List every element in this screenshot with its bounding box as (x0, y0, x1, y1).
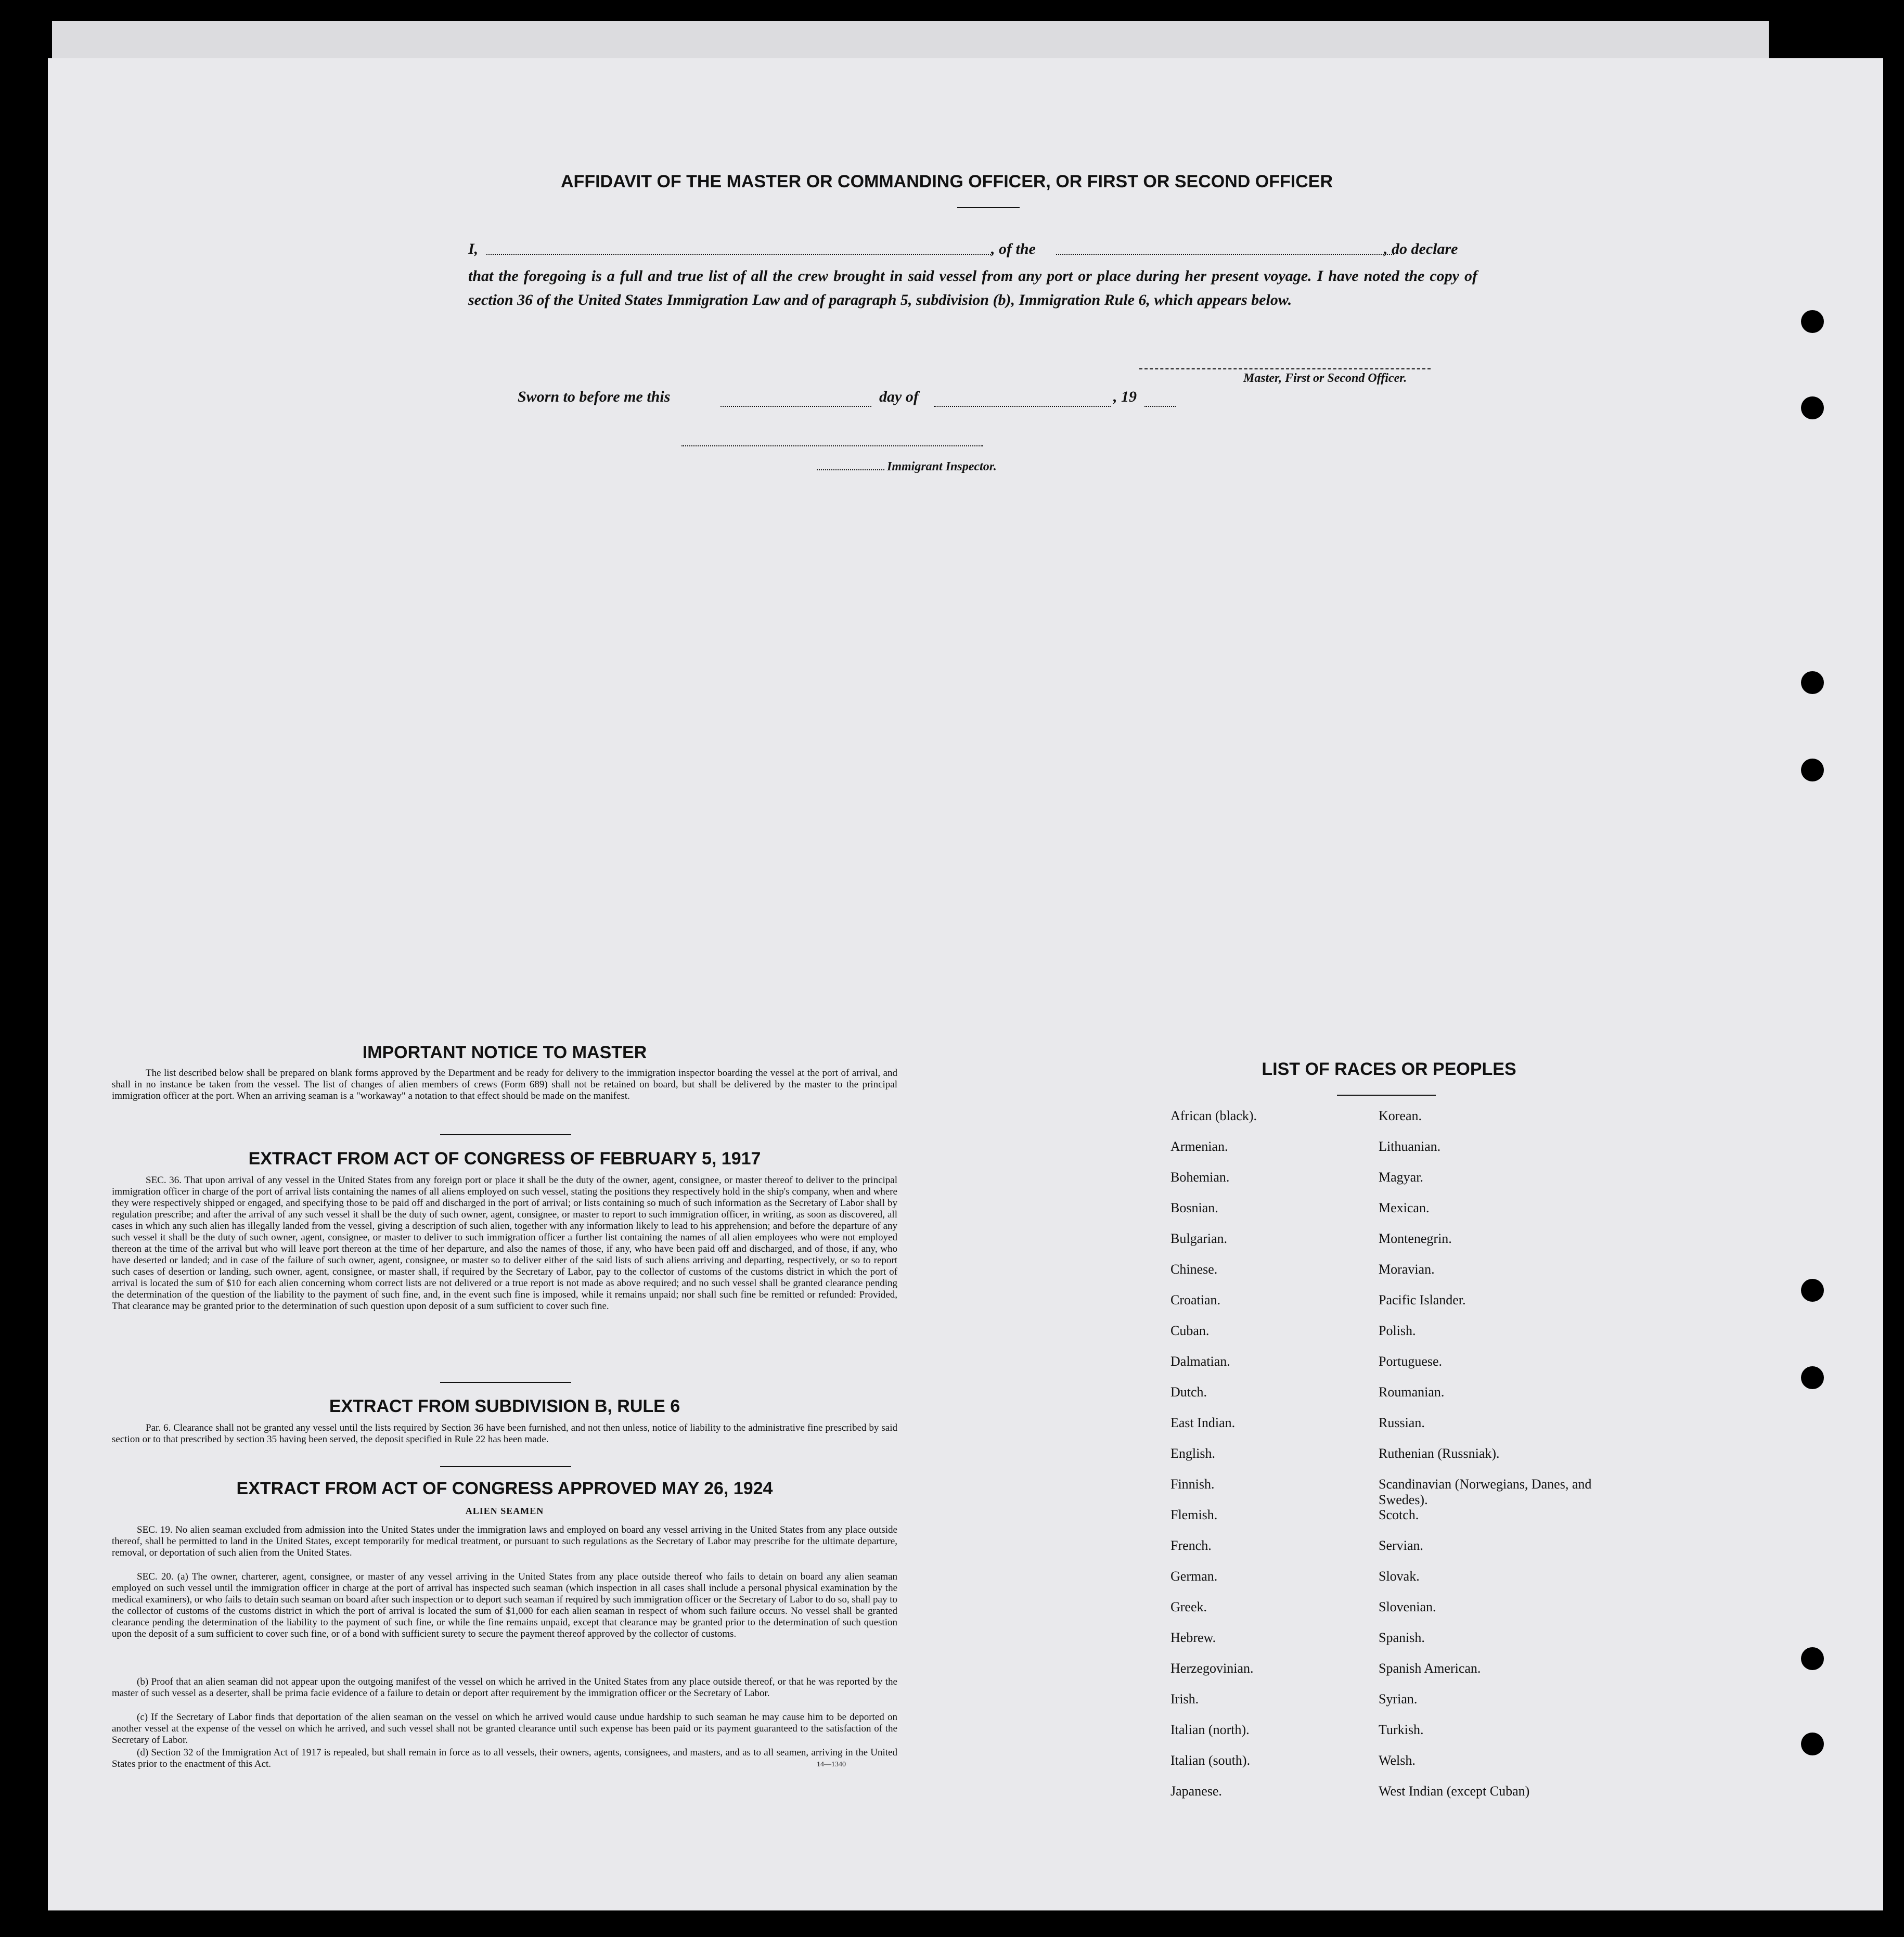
race-item: Welsh. (1379, 1753, 1416, 1768)
race-item: Spanish American. (1379, 1661, 1481, 1676)
race-item: Spanish. (1379, 1630, 1425, 1645)
rule6-body: Par. 6. Clearance shall not be granted any vessel until the lists required by Section 36 have been furnished, and not then unless, notice of liability to the administrative fine prescribed by said section or to that prescribed by section 35 having been served, the deposit specified in Rule 22 has been made. (112, 1422, 897, 1445)
race-item: Roumanian. (1379, 1384, 1445, 1400)
race-item: Korean. (1379, 1108, 1422, 1123)
race-item: West Indian (except Cuban) (1379, 1784, 1530, 1799)
alien-seamen-subtitle: ALIEN SEAMEN (465, 1506, 544, 1516)
race-item: Chinese. (1170, 1262, 1218, 1277)
extract-1924-title: EXTRACT FROM ACT OF CONGRESS APPROVED MAY 26, 1924 (236, 1479, 773, 1498)
race-item: Moravian. (1379, 1262, 1435, 1277)
race-item: Hebrew. (1170, 1630, 1216, 1645)
inspector-prefix-line (817, 469, 884, 470)
vessel-blank (1056, 254, 1394, 255)
race-item: Portuguese. (1379, 1354, 1443, 1369)
punch-hole (1801, 759, 1824, 781)
race-item: Syrian. (1379, 1691, 1418, 1707)
race-item: Finnish. (1170, 1477, 1215, 1492)
race-item: Polish. (1379, 1323, 1416, 1338)
race-item: African (black). (1170, 1108, 1257, 1123)
race-item: Dutch. (1170, 1384, 1207, 1400)
affidavit-title: AFFIDAVIT OF THE MASTER OR COMMANDING OFFICER, OR FIRST OR SECOND OFFICER (561, 172, 1333, 191)
race-item: Ruthenian (Russniak). (1379, 1446, 1500, 1461)
extract-1917-title: EXTRACT FROM ACT OF CONGRESS OF FEBRUARY 5, 1917 (248, 1149, 761, 1169)
year-text: , 19 (1113, 388, 1137, 405)
race-item: English. (1170, 1446, 1215, 1461)
race-item: Armenian. (1170, 1139, 1228, 1154)
sec20a-body: SEC. 20. (a) The owner, charterer, agent, consignee, or master of any vessel arriving in the United States from any place outside thereof who fails to detain on board any alien seaman employed on such vessel until the immigration officer in charge at the port of arrival has inspected such seaman (which inspection in all cases shall include a personal physical examination by the medical examiners), or who fails to detain such seaman on board after such inspection or to deport such seaman if required by such immigration officer or the Secretary of Labor to do so, shall pay to the collector of customs of the customs district in which the port of arrival is located the sum of $1,000 for each alien seaman in respect of whom such failure occurs. No vessel shall be granted clearance pending the determination of the liability to the payment of such fine, or while the fine remains unpaid, except that clearance may be granted prior to the determination of such question upon the deposit of a sum sufficient to cover such fine, or of a bond with sufficient surety to secure the payment thereof approved by the collector of customs. (112, 1571, 897, 1639)
race-item: Bohemian. (1170, 1170, 1230, 1185)
race-item: Cuban. (1170, 1323, 1210, 1338)
race-item: Italian (north). (1170, 1722, 1250, 1737)
punch-hole (1801, 1279, 1824, 1302)
race-item: Scandinavian (Norwegians, Danes, and Swedes). (1379, 1477, 1592, 1507)
sworn-day-blank (721, 406, 871, 407)
race-item: Pacific Islander. (1379, 1292, 1466, 1307)
race-item: Irish. (1170, 1691, 1199, 1707)
master-signature-line (1139, 368, 1431, 369)
rule6-title: EXTRACT FROM SUBDIVISION B, RULE 6 (329, 1396, 680, 1416)
race-item: Mexican. (1379, 1200, 1430, 1215)
races-title: LIST OF RACES OR PEOPLES (1262, 1059, 1516, 1079)
affidavit-declare: , do declare (1384, 240, 1458, 258)
race-item: Bosnian. (1170, 1200, 1218, 1215)
race-item: Scotch. (1379, 1507, 1419, 1522)
race-item: Dalmatian. (1170, 1354, 1230, 1369)
race-item: Servian. (1379, 1538, 1423, 1553)
race-item: German. (1170, 1569, 1218, 1584)
punch-hole (1801, 1647, 1824, 1670)
extract-1917-body: SEC. 36. That upon arrival of any vessel in the United States from any foreign port or place it shall be the duty of the owner, agent, consignee, or master thereof to deliver to the principal immigration officer in charge of the port of arrival lists containing the names of all aliens employed on such vessel, stating the positions they respectively hold in the ship's company, when and where they were respectively shipped or engaged, and specifying those to be paid off and discharged in the port of arrival; or lists containing so much of such information as the Secretary of Labor shall by regulation prescribe; and after the arrival of any such vessel it shall be the duty of such owner, agent, consignee, or master to report to such immigration officer, in writing, as soon as discovered, all cases in which any such alien has illegally landed from the vessel, giving a description of such alien, together with any information likely to lead to his apprehension; and before the departure of any such vessel it shall be the duty of such owner, agent, consignee, or master to deliver to such immigration officer a further list containing the names of all alien employees who were not employed thereon at the time of the arrival but who will leave port thereon at the time of her departure, and also the names of those, if any, who have been paid off and discharged, and of those, if any, who have deserted or landed; and in case of the failure of such owner, agent, consignee, or master so to deliver either of the said lists of such aliens arriving and departing, respectively, or so to report such cases of desertion or landing, such owner, agent, consignee, or master shall, if required by the Secretary of Labor, pay to the collector of customs of the customs district in which the port of arrival is located the sum of $10 for each alien concerning whom correct lists are not delivered or a true report is not made as above required; and no such vessel shall be granted clearance pending the determination of the question of the liability to the payment of such fine, and, in the event such fine is imposed, while it remains unpaid; nor shall such fine be remitted or refunded: Provided, That clearance may be granted prior to the determination of such question upon deposit of a sum sufficient to cover such fine. (112, 1175, 897, 1312)
day-of-text: day of (879, 388, 919, 405)
affidavit-of-the: , of the (991, 240, 1036, 258)
divider (440, 1134, 571, 1135)
race-item: Magyar. (1379, 1170, 1423, 1185)
sec20c-body: (c) If the Secretary of Labor finds that deportation of the alien seaman on the vessel on which he arrived would cause undue hardship to such seaman he may cause him to be deported on another vessel at the expense of the vessel on which he arrived, and such vessel shall not be granted clearance until such expense has been paid or its payment guaranteed to the satisfaction of the Secretary of Labor. (112, 1712, 897, 1746)
punch-hole (1801, 396, 1824, 419)
form-number: 14—1340 (817, 1761, 846, 1768)
race-item: Bulgarian. (1170, 1231, 1228, 1246)
sec20d-body: (d) Section 32 of the Immigration Act of 1917 is repealed, but shall remain in force as to all vessels, their owners, agents, consignees, and masters, and as to all seamen, arriving in the United States prior to the enactment of this Act. (112, 1747, 897, 1769)
race-item: Montenegrin. (1379, 1231, 1452, 1246)
month-blank (934, 406, 1111, 407)
sworn-text: Sworn to before me this (518, 388, 671, 405)
divider (957, 207, 1020, 208)
inspector-label: Immigrant Inspector. (887, 460, 997, 473)
race-item: Turkish. (1379, 1722, 1424, 1737)
race-item: Flemish. (1170, 1507, 1218, 1522)
races-column-2 (1379, 1108, 1618, 1814)
punch-hole (1801, 1733, 1824, 1755)
race-item: Croatian. (1170, 1292, 1221, 1307)
race-item: Greek. (1170, 1599, 1207, 1614)
race-item: Russian. (1379, 1415, 1425, 1430)
punch-hole (1801, 310, 1824, 333)
race-item: Italian (south). (1170, 1753, 1251, 1768)
races-column-1 (1170, 1108, 1389, 1814)
sec20b-body: (b) Proof that an alien seaman did not appear upon the outgoing manifest of the vessel on which he arrived in the United States from any place outside thereof, or that he was reported by the master of such vessel as a deserter, shall be prima facie evidence of a failure to detain or deport after requirement by the immigration officer or the Secretary of Labor. (112, 1676, 897, 1699)
punch-hole (1801, 671, 1824, 694)
race-item: East Indian. (1170, 1415, 1236, 1430)
notice-body: The list described below shall be prepared on blank forms approved by the Department and be ready for delivery to the immigration inspector boarding the vessel at the port of arrival, and shall in no instance be taken from the vessel. The list of changes of alien members of crews (Form 689) shall not be retained on board, but shall be delivered by the master to the principal immigration officer at the port. When an arriving seaman is a "workaway" a notation to that effect should be made on the manifest. (112, 1068, 897, 1101)
name-blank (486, 254, 991, 255)
master-label: Master, First or Second Officer. (1243, 371, 1407, 385)
divider (440, 1466, 571, 1467)
race-item: Herzegovinian. (1170, 1661, 1254, 1676)
race-item: Japanese. (1170, 1784, 1222, 1799)
race-item: Slovak. (1379, 1569, 1420, 1584)
top-page-edge (52, 21, 1769, 62)
affidavit-body: that the foregoing is a full and true list of all the crew brought in said vessel from any port or place during her present voyage. I have noted the copy of section 36 of the United States Immigration Law and of paragraph 5, subdivision (b), Immigration Rule 6, which appears below. (468, 267, 1477, 309)
sec19-body: SEC. 19. No alien seaman excluded from admission into the United States under the immigration laws and employed on board any vessel arriving in the United States from any place outside thereof, shall be permitted to land in the United States, except temporarily for medical treatment, or pursuant to such regulations as the Secretary of Labor may prescribe for the ultimate departure, removal, or deportation of such alien from the United States. (112, 1524, 897, 1558)
year-blank (1144, 406, 1176, 407)
race-item: Slovenian. (1379, 1599, 1436, 1614)
divider (1337, 1095, 1436, 1096)
race-item: French. (1170, 1538, 1212, 1553)
inspector-signature-line (681, 445, 983, 446)
notice-title: IMPORTANT NOTICE TO MASTER (362, 1043, 647, 1062)
affidavit-i: I, (468, 240, 479, 258)
race-item: Lithuanian. (1379, 1139, 1441, 1154)
punch-hole (1801, 1366, 1824, 1389)
divider (440, 1382, 571, 1383)
